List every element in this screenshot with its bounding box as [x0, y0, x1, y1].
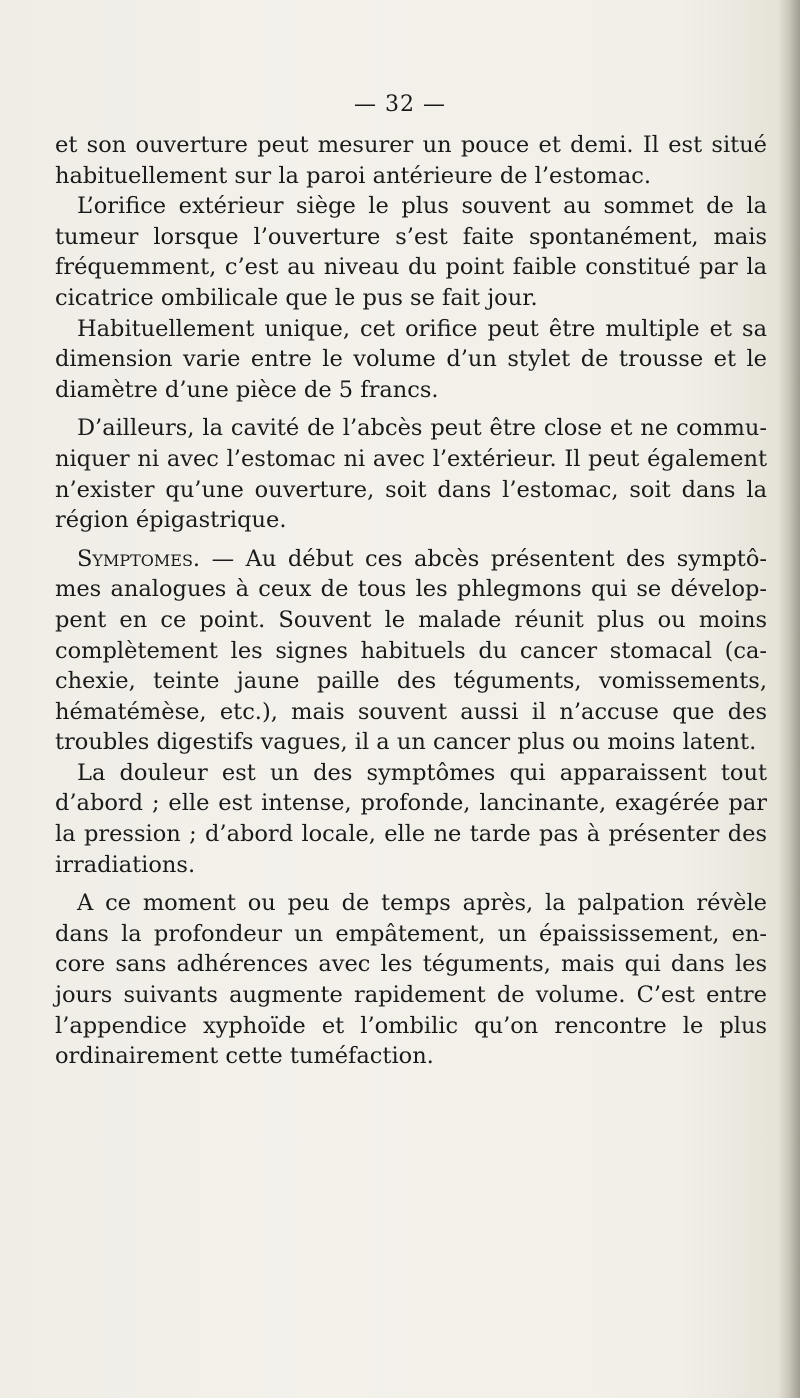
paragraph: [55, 758, 767, 880]
text-line: tumeur lorsque l’ouverture s’est faite spontanément, mais: [55, 223, 767, 250]
body-text: [55, 130, 767, 1072]
text-line: cicatrice ombilicale que le pus se fait jour.: [55, 284, 538, 311]
text-line: habituellement sur la paroi antérieure de l’estomac.: [55, 162, 651, 189]
text-line: [55, 544, 767, 575]
page-edge-shadow: [778, 0, 800, 1398]
text-line: niquer ni avec l’estomac ni avec l’extérieur. Il peut également: [55, 445, 767, 472]
text-line: La douleur est un des symptômes qui apparaissent tout: [77, 759, 767, 786]
text-line: fréquemment, c’est au niveau du point faible constitué par la: [55, 254, 767, 281]
paragraph: [55, 314, 767, 406]
text-line: la pression ; d’abord locale, elle ne tarde pas à présenter des: [55, 821, 767, 848]
text-line: chexie, teinte jaune paille des téguments, vomissements,: [55, 668, 767, 695]
text-line: dimension varie entre le volume d’un stylet de trousse et le: [55, 346, 767, 373]
text-line: l’appendice xyphoïde et l’ombilic qu’on rencontre le plus: [55, 1012, 767, 1039]
text-line: A ce moment ou peu de temps après, la palpation révèle: [77, 890, 767, 917]
text-line: hématémèse, etc.), mais souvent aussi il n’accuse que des: [55, 698, 767, 725]
text-line: L’orifice extérieur siège le plus souvent au sommet de la: [77, 193, 767, 220]
text-line: d’abord ; elle est intense, profonde, lancinante, exagérée par: [55, 790, 767, 817]
text-fragment: — Au début ces abcès présentent des symptô-: [200, 545, 767, 572]
text-line: jours suivants augmente rapidement de volume. C’est entre: [55, 982, 767, 1009]
text-line: ordinairement cette tuméfaction.: [55, 1043, 434, 1070]
text-line: complètement les signes habituels du cancer stomacal (ca-: [55, 637, 767, 664]
paragraph: [55, 191, 767, 313]
text-line: et son ouverture peut mesurer un pouce et demi. Il est situé: [55, 132, 767, 158]
text-line: Habituellement unique, cet orifice peut être multiple et sa: [77, 315, 767, 342]
text-line: mes analogues à ceux de tous les phlegmons qui se dévelop-: [55, 576, 767, 603]
section-heading: Symptomes.: [77, 545, 201, 572]
text-line: diamètre d’une pièce de 5 francs.: [55, 376, 439, 403]
text-line: D’ailleurs, la cavité de l’abcès peut être close et ne commu-: [77, 415, 767, 442]
paragraph: [55, 413, 767, 535]
text-line: pent en ce point. Souvent le malade réunit plus ou moins: [55, 606, 767, 633]
paragraph: [55, 888, 767, 1072]
paragraph: [55, 130, 767, 191]
text-line: n’exister qu’une ouverture, soit dans l’estomac, soit dans la: [55, 476, 767, 503]
text-line: irradiations.: [55, 851, 196, 878]
text-line: troubles digestifs vagues, il a un cancer plus ou moins latent.: [55, 729, 757, 756]
page-number: — 32 —: [354, 92, 446, 117]
text-line: région épigastrique.: [55, 507, 287, 534]
text-line: dans la profondeur un empâtement, un épaississement, en-: [55, 920, 767, 947]
paragraph: [55, 544, 767, 758]
text-line: core sans adhérences avec les téguments, mais qui dans les: [55, 951, 767, 978]
